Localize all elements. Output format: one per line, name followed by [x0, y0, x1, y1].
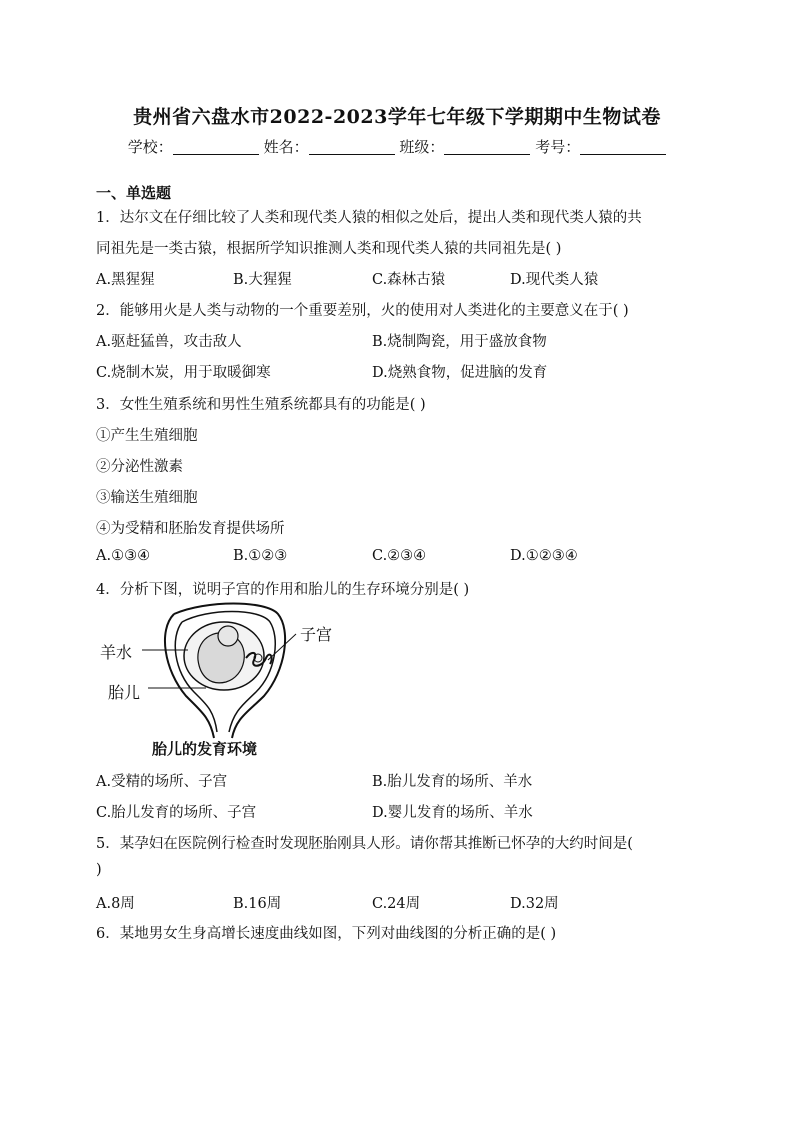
fetus-development-figure — [96, 600, 356, 762]
class-blank[interactable] — [444, 140, 530, 155]
number-label: 考号： — [535, 138, 581, 156]
q3-option-d: D.①②③④ — [510, 548, 578, 564]
uterus-diagram-illustration — [96, 600, 356, 740]
q6-text: 6．某地男女生身高增长速度曲线如图，下列对曲线图的分析正确的是( ) — [96, 926, 557, 942]
q3-item-1: ①产生生殖细胞 — [96, 428, 198, 444]
school-blank[interactable] — [173, 140, 259, 155]
q3-text: 3．女性生殖系统和男性生殖系统都具有的功能是( ) — [96, 397, 426, 413]
q1-option-a: A.黑猩猩 — [96, 272, 155, 288]
q1-option-b: B.大猩猩 — [233, 272, 292, 288]
fetus-label: 胎儿 — [108, 683, 141, 702]
exam-title: 贵州省六盘水市2022-2023学年七年级下学期期中生物试卷 — [133, 106, 661, 128]
q5-text-line2: ) — [96, 862, 102, 878]
q4-option-d: D.婴儿发育的场所、羊水 — [372, 805, 533, 821]
name-label: 姓名： — [263, 138, 309, 156]
q2-option-b: B.烧制陶瓷，用于盛放食物 — [372, 334, 547, 350]
q1-text-line2: 同祖先是一类古猿，根据所学知识推测人类和现代类人猿的共同祖先是( ) — [96, 241, 562, 257]
figure-caption: 胎儿的发育环境 — [152, 740, 258, 758]
q3-option-c: C.②③④ — [372, 548, 427, 564]
number-blank[interactable] — [580, 140, 666, 155]
q5-option-d: D.32周 — [510, 896, 559, 912]
q4-option-a: A.受精的场所、子宫 — [96, 774, 228, 790]
class-label: 班级： — [399, 138, 445, 156]
amniotic-fluid-label: 羊水 — [100, 643, 133, 662]
q5-option-a: A.8周 — [96, 896, 135, 912]
q3-item-2: ②分泌性激素 — [96, 459, 183, 475]
q4-text: 4．分析下图，说明子宫的作用和胎儿的生存环境分别是( ) — [96, 582, 470, 598]
q1-text-line1: 1．达尔文在仔细比较了人类和现代类人猿的相似之处后，提出人类和现代类人猿的共 — [96, 210, 642, 226]
q2-text: 2．能够用火是人类与动物的一个重要差别，火的使用对人类进化的主要意义在于( ) — [96, 303, 629, 319]
q2-option-a: A.驱赶猛兽，攻击敌人 — [96, 334, 242, 350]
student-info-row — [0, 136, 794, 157]
q5-text-line1: 5．某孕妇在医院例行检查时发现胚胎刚具人形。请你帮其推断已怀孕的大约时间是( — [96, 836, 633, 852]
school-label: 学校： — [127, 138, 173, 156]
q1-option-d: D.现代类人猿 — [510, 272, 599, 288]
q3-item-3: ③输送生殖细胞 — [96, 490, 198, 506]
q2-option-c: C.烧制木炭，用于取暖御寒 — [96, 365, 271, 381]
q3-item-4: ④为受精和胚胎发育提供场所 — [96, 521, 285, 537]
q2-option-d: D.烧熟食物，促进脑的发育 — [372, 365, 548, 381]
q5-option-c: C.24周 — [372, 896, 421, 912]
q3-option-b: B.①②③ — [233, 548, 288, 564]
q3-option-a: A.①③④ — [96, 548, 151, 564]
q1-option-c: C.森林古猿 — [372, 272, 446, 288]
q5-option-b: B.16周 — [233, 896, 282, 912]
q4-option-c: C.胎儿发育的场所、子宫 — [96, 805, 257, 821]
q4-option-b: B.胎儿发育的场所、羊水 — [372, 774, 533, 790]
name-blank[interactable] — [309, 140, 395, 155]
uterus-label: 子宫 — [300, 625, 333, 644]
section-heading: 一、单选题 — [96, 184, 172, 202]
